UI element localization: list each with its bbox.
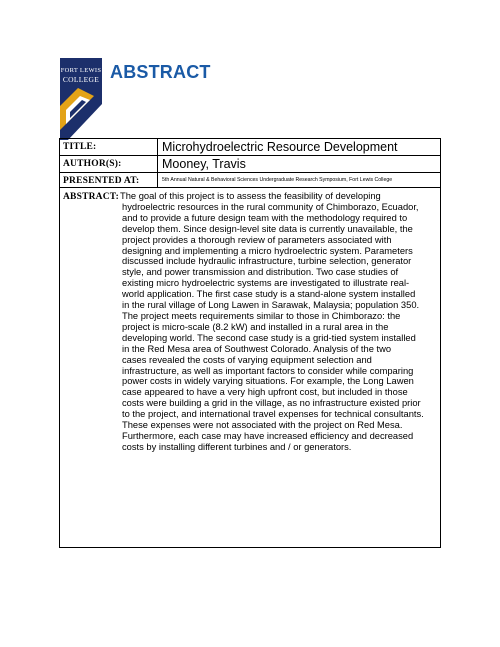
abstract-line: These expenses were not associated with the project on Red Mesa. xyxy=(122,420,403,431)
abstract-line: Furthermore, each case may have increased efficiency and decreased xyxy=(122,430,414,441)
abstract-line: power costs in widely varying situations. For example, the Long Lawen xyxy=(122,376,414,387)
abstract-line: costs were building a grid in the village, as no infrastructure existed prior xyxy=(122,398,421,409)
abstract-line: world application. The first case study is a stand-alone system installed xyxy=(122,289,416,300)
svg-text:FORT LEWIS: FORT LEWIS xyxy=(60,67,102,74)
abstract-line: developing world. The second case study is a grid-tied system installed xyxy=(122,332,416,343)
abstract-line: develop them. Since design-level site data is currently unavailable, the xyxy=(122,223,413,234)
title-value: Microhydroelectric Resource Development xyxy=(162,140,398,154)
abstract-line: in the rural village of Long Lawen in Sarawak, Malaysia; population 350. xyxy=(122,300,420,311)
abstract-line: costs by installing different turbines and / or generators. xyxy=(122,441,352,452)
svg-text:COLLEGE: COLLEGE xyxy=(62,75,100,84)
presented-at-label: PRESENTED AT: xyxy=(60,173,158,187)
abstract-heading: ABSTRACT xyxy=(110,62,211,82)
abstract-line: discussed include hydraulic infrastructure, turbine selection, generator xyxy=(122,256,412,267)
abstract-label: ABSTRACT: xyxy=(63,192,119,202)
abstract-text xyxy=(122,191,440,453)
abstract-form-table xyxy=(59,138,441,548)
title-row xyxy=(60,139,440,156)
abstract-line: style, and power transmission and distribution. Two case studies of xyxy=(122,267,399,278)
abstract-line: in the Red Mesa area of Southwest Colorado. Analysis of the two xyxy=(122,343,392,354)
author-value: Mooney, Travis xyxy=(162,157,246,171)
presented-at-row xyxy=(60,173,440,188)
abstract-line: designing and implementing a micro hydroelectric system. Parameters xyxy=(122,245,413,256)
abstract-line: case appeared to have a very high upfront cost, but included in those xyxy=(122,387,408,398)
abstract-line: and to provide a future design team with the methodology required to xyxy=(122,212,408,223)
title-label: TITLE: xyxy=(60,139,158,155)
author-label: AUTHOR(S): xyxy=(60,156,158,172)
abstract-line: cases revealed the costs of varying equipment selection and xyxy=(122,354,372,365)
abstract-line: existing micro hydroelectric systems are investigated to illustrate real- xyxy=(122,278,410,289)
abstract-line: infrastructure, as well as important factors to consider while comparing xyxy=(122,365,414,376)
abstract-line: project provides a thorough review of parameters associated with xyxy=(122,234,392,245)
presented-at-value: 5th Annual Natural & Behavioral Sciences Undergraduate Research Symposium, Fort Lewis College xyxy=(162,177,393,183)
abstract-line: project is micro-scale (8.2 kW) and installed in a rural area in the xyxy=(122,321,389,332)
abstract-line: to the project, and international travel expenses for technical consultants. xyxy=(122,409,424,420)
abstract-line: The goal of this project is to assess the feasibility of developing xyxy=(120,191,381,201)
abstract-line: hydroelectric resources in the rural community of Chimborazo, Ecuador, xyxy=(122,201,419,212)
fort-lewis-college-logo xyxy=(60,58,102,140)
abstract-line: The project meets requirements similar to those in Chimborazo: the xyxy=(122,310,401,321)
author-row xyxy=(60,156,440,173)
